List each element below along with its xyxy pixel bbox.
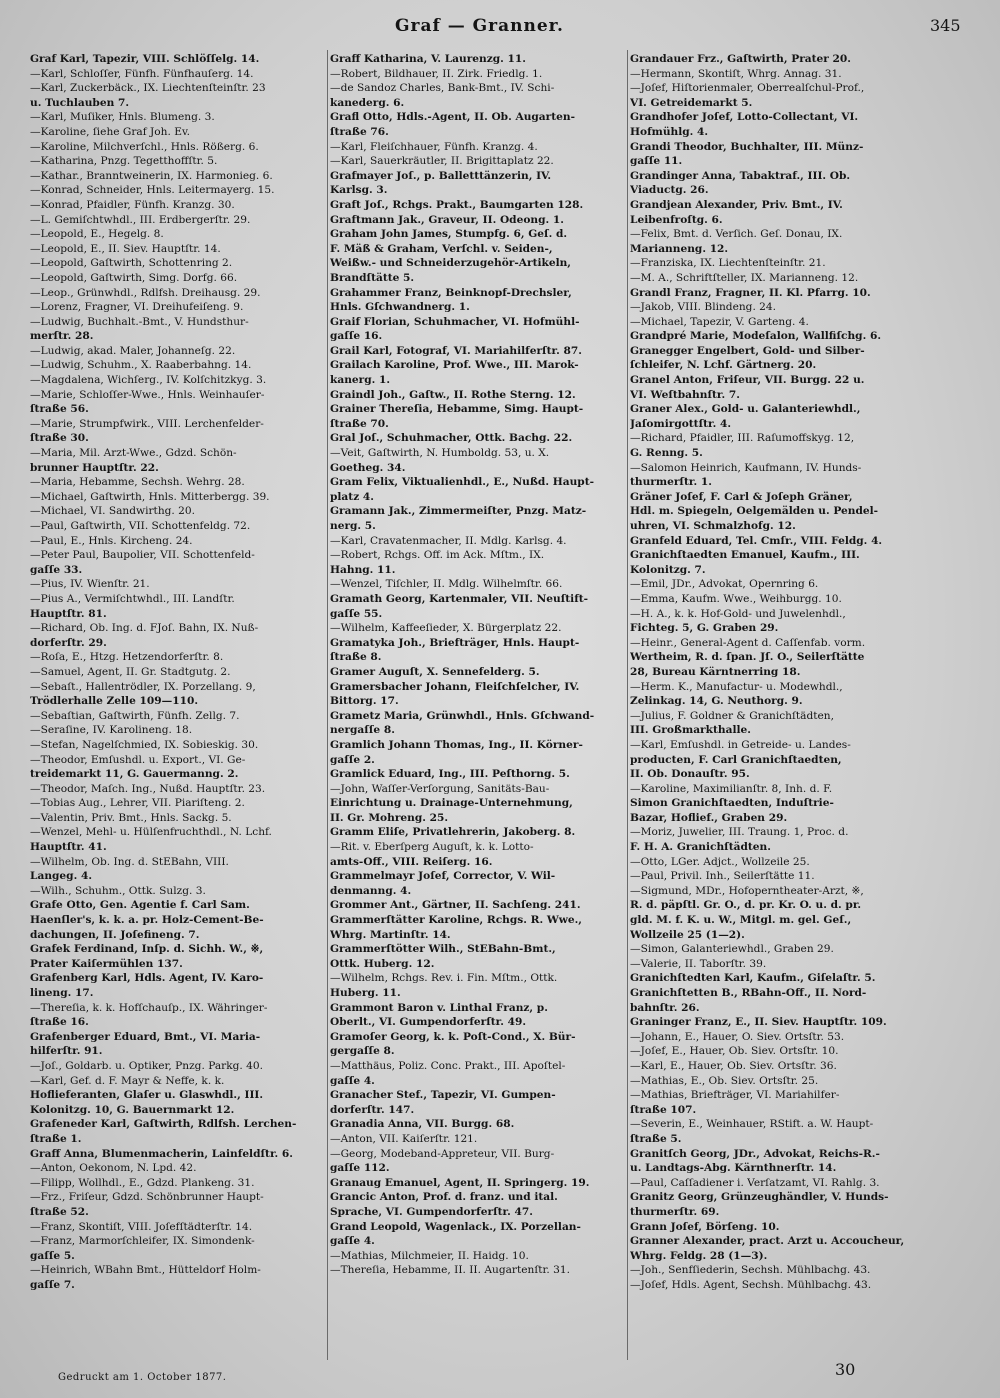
- directory-entry-line: —Thereſia, Hebamme, II. II. Augartenſtr. 31.: [330, 1264, 570, 1277]
- directory-entry-line: Hdl. m. Spiegeln, Oelgemälden u. Pendel-: [630, 505, 879, 518]
- directory-entry-line: Leibenfroſtg. 6.: [630, 213, 723, 226]
- directory-entry-line: II. Ob. Donauſtr. 95.: [630, 768, 750, 781]
- directory-entry-line: kanederg. 6.: [330, 96, 405, 109]
- directory-entry-line: Granel Anton, Friſeur, VII. Burgg. 22 u.: [630, 374, 865, 387]
- directory-entry-line: u. Landtags-Abg. Kärnthnerſtr. 14.: [630, 1162, 837, 1175]
- directory-entry-line: Granadia Anna, VII. Burgg. 68.: [330, 1118, 515, 1131]
- directory-entry-line: —Franz, Marmorſchleifer, IX. Simondenk-: [30, 1235, 255, 1248]
- directory-entry-line: Grandjean Alexander, Priv. Bmt., IV.: [630, 198, 843, 211]
- directory-entry-line: Grailach Karoline, Prof. Wwe., III. Marok-: [330, 359, 579, 372]
- directory-entry-line: Gramersbacher Johann, Fleiſchſelcher, IV.: [330, 680, 580, 693]
- directory-entry-line: —Leop., Grünwhdl., Rdlfsh. Dreihausg. 29.: [30, 286, 261, 299]
- directory-entry-line: platz 4.: [330, 490, 374, 503]
- directory-entry-line: —Michael, Gaſtwirth, Hnls. Mitterbergg. 39.: [30, 490, 270, 503]
- directory-entry-line: Hauptſtr. 81.: [30, 607, 107, 620]
- column-1: [30, 52, 326, 1292]
- directory-entry-line: —Moriz, Juwelier, III. Traung. 1, Proc. d.: [630, 826, 849, 839]
- directory-entry-line: ſtraße 16.: [30, 1016, 89, 1029]
- directory-entry-line: Whrg. Feldg. 28 (1—3).: [630, 1249, 768, 1262]
- directory-entry-line: Gramann Jak., Zimmermeiſter, Pnzg. Matz-: [330, 505, 587, 518]
- directory-entry-line: kanerg. 1.: [330, 374, 391, 387]
- directory-entry-line: —L. Gemiſchtwhdl., III. Erdbergerſtr. 29.: [30, 213, 251, 226]
- directory-entry-line: Grahammer Franz, Beinknopf-Drechsler,: [330, 286, 572, 299]
- directory-entry-line: Ottk. Huberg. 12.: [330, 957, 435, 970]
- directory-entry-line: —Leopold, Gaſtwirth, Simg. Dorfg. 66.: [30, 271, 238, 284]
- directory-entry-line: —Julius, F. Goldner & Granichſtädten,: [630, 709, 835, 722]
- directory-entry-line: Grammerſtätter Karoline, Rchgs. R. Wwe.,: [330, 914, 582, 927]
- directory-entry-line: —Kathar., Branntweinerin, IX. Harmonieg. 6.: [30, 169, 273, 182]
- column-2: [330, 52, 626, 1278]
- directory-entry-line: merſtr. 28.: [30, 330, 94, 343]
- directory-entry-line: nerg. 5.: [330, 520, 376, 532]
- directory-entry-line: 28, Bureau Kärntnerring 18.: [630, 665, 801, 678]
- directory-entry-line: Grafenberg Karl, Hdls. Agent, IV. Karo-: [30, 972, 264, 985]
- directory-entry-line: —Ludwig, Buchhalt.-Bmt., V. Hundsthur-: [30, 315, 249, 328]
- directory-entry-line: Grail Karl, Fotograf, VI. Mariahilferſtr. 87.: [330, 344, 582, 357]
- directory-entry-line: —M. A., Schriftſteller, IX. Marianneng. 12.: [630, 271, 859, 284]
- directory-entry-line: VI. Weſtbahnſtr. 7.: [630, 388, 740, 401]
- directory-entry-line: —Paul, Caſſadiener i. Verſatzamt, VI. Rahlg. 3.: [630, 1176, 880, 1189]
- directory-entry-line: —Karl, Gef. d. F. Mayr & Neffe, k. k.: [30, 1074, 225, 1087]
- directory-entry-line: gaſſe 2.: [330, 753, 375, 766]
- directory-entry-line: Brandſtätte 5.: [330, 271, 415, 284]
- directory-entry-line: —Katharina, Pnzg. Tegetthoffſtr. 5.: [30, 155, 218, 168]
- directory-entry-line: —Paul, E., Hnls. Kircheng. 24.: [30, 534, 193, 547]
- directory-entry-line: Graftmann Jak., Graveur, II. Odeong. 1.: [330, 213, 564, 226]
- column-divider: [627, 50, 628, 1360]
- directory-entry-line: Gramm Eliſe, Privatlehrerin, Jakoberg. 8.: [330, 826, 576, 839]
- directory-entry-line: —Seraſine, IV. Karolineng. 18.: [30, 724, 193, 737]
- directory-entry-line: —Franziska, IX. Liechtenſteinſtr. 21.: [630, 257, 826, 270]
- directory-entry-line: Huberg. 11.: [330, 987, 401, 999]
- directory-entry-line: Grammont Baron v. Linthal Franz, p.: [330, 1001, 548, 1014]
- directory-entry-line: gaſſe 4.: [330, 1235, 375, 1248]
- directory-entry-line: —Johann, E., Hauer, O. Siev. Ortsſtr. 53.: [630, 1030, 845, 1043]
- directory-entry-line: uhren, VI. Schmalzhofg. 12.: [630, 520, 796, 532]
- directory-entry-line: gld. M. f. K. u. W., Mitgl. m. gel. Geſ.,: [630, 914, 852, 927]
- directory-entry-line: —Theodor, Maſch. Ing., Nußd. Hauptſtr. 23.: [30, 782, 266, 795]
- directory-entry-line: —Magdalena, Wichſerg., IV. Kolſchitzkyg. 3.: [30, 374, 267, 387]
- directory-entry-line: —Karl, Fleiſchhauer, Fünfh. Kranzg. 4.: [330, 140, 538, 153]
- directory-entry-line: Gramlick Eduard, Ing., III. Peſthorng. 5.: [330, 768, 570, 781]
- directory-entry-line: —Georg, Modeband-Appreteur, VII. Burg-: [330, 1147, 555, 1160]
- directory-entry-line: ſtraße 5.: [630, 1132, 682, 1145]
- directory-entry-line: —Theodor, Emſushdl. u. Export., VI. Ge-: [30, 753, 246, 766]
- directory-entry-line: Jaſomirgottſtr. 4.: [630, 417, 732, 430]
- directory-entry-line: —Karl, Cravatenmacher, II. Mdlg. Karlsg. 4.: [330, 534, 567, 547]
- directory-entry-line: gaſſe 112.: [330, 1162, 390, 1175]
- directory-entry-line: Gramoſer Georg, k. k. Poſt-Cond., X. Bür-: [330, 1030, 576, 1043]
- directory-entry-line: —Peter Paul, Baupolier, VII. Schottenfeld-: [30, 549, 255, 562]
- directory-entry-line: F. H. A. Granichſtädten.: [630, 841, 771, 854]
- directory-entry-line: —Joſef, E., Hauer, Ob. Siev. Ortsſtr. 10.: [630, 1045, 839, 1058]
- directory-entry-line: Wollzeile 25 (1—2).: [630, 928, 745, 941]
- directory-entry-line: VI. Getreidemarkt 5.: [630, 96, 753, 109]
- directory-entry-line: —Paul, Privil. Inh., Seilerſtätte 11.: [630, 870, 815, 883]
- directory-entry-line: Marianneng. 12.: [630, 242, 729, 255]
- directory-entry-line: —Pius A., Vermiſchtwhdl., III. Landſtr.: [30, 592, 235, 605]
- directory-entry-line: gaſſe 16.: [330, 330, 383, 343]
- directory-entry-line: Grafek Ferdinand, Inſp. d. Sichh. W., ※,: [30, 943, 264, 956]
- directory-entry-line: —Hermann, Skontiſt, Whrg. Annag. 31.: [630, 67, 842, 80]
- directory-entry-line: Graf Karl, Tapezir, VIII. Schlöſſelg. 14.: [30, 53, 260, 65]
- directory-entry-line: —Pius, IV. Wienſtr. 21.: [30, 578, 150, 591]
- directory-entry-line: Granichſtaedten Emanuel, Kaufm., III.: [630, 549, 860, 562]
- directory-entry-line: Grandinger Anna, Tabaktraf., III. Ob.: [630, 169, 851, 182]
- directory-entry-line: treidemarkt 11, G. Gauermanng. 2.: [30, 768, 239, 781]
- directory-entry-line: Graff Katharina, V. Laurenzg. 11.: [330, 53, 526, 65]
- directory-entry-line: Graff Anna, Blumenmacherin, Lainfeldſtr. 6.: [30, 1147, 293, 1160]
- directory-entry-line: Bittorg. 17.: [330, 695, 399, 708]
- directory-entry-line: Graif Florian, Schuhmacher, VI. Hofmühl-: [330, 315, 580, 328]
- directory-entry-line: —Marie, Schloſſer-Wwe., Hnls. Weinhauſer-: [30, 388, 265, 401]
- directory-entry-line: Karlsg. 3.: [330, 184, 388, 197]
- directory-entry-line: Langeg. 4.: [30, 870, 93, 883]
- directory-entry-line: —Salomon Heinrich, Kaufmann, IV. Hunds-: [630, 461, 862, 474]
- directory-entry-line: —Valentin, Priv. Bmt., Hnls. Sackg. 5.: [30, 811, 232, 824]
- directory-entry-line: —Ludwig, akad. Maler, Johanneſg. 22.: [30, 344, 236, 357]
- directory-entry-line: Graft Joſ., Rchgs. Prakt., Baumgarten 128.: [330, 198, 584, 211]
- directory-entry-line: —Anton, VII. Kaiſerſtr. 121.: [330, 1132, 478, 1145]
- directory-entry-line: Bazar, Hoflief., Graben 29.: [630, 811, 788, 824]
- directory-entry-line: Kolonitzg. 10, G. Bauernmarkt 12.: [30, 1103, 235, 1116]
- directory-entry-line: u. Tuchlauben 7.: [30, 96, 130, 109]
- directory-entry-line: Haenſler's, k. k. a. pr. Holz-Cement-Be-: [30, 914, 264, 927]
- directory-entry-line: —Mathias, E., Ob. Siev. Ortsſtr. 25.: [630, 1074, 819, 1087]
- directory-entry-line: F. Mäß & Graham, Verſchl. v. Seiden-,: [330, 242, 553, 255]
- directory-entry-line: Granner Alexander, pract. Arzt u. Accoucheur,: [630, 1235, 905, 1248]
- directory-entry-line: —Richard, Ob. Ing. d. FJoſ. Bahn, IX. Nuß-: [30, 622, 259, 635]
- directory-entry-line: Grandpré Marie, Modeſalon, Wallfiſchg. 6.: [630, 330, 882, 343]
- directory-entry-line: —Veit, Gaſtwirth, N. Humboldg. 53, u. X.: [330, 447, 550, 460]
- directory-entry-line: Zelinkag. 14, G. Neuthorg. 9.: [630, 695, 803, 708]
- directory-entry-line: Trödlerhalle Zelle 109—110.: [30, 695, 199, 708]
- directory-entry-line: Graindl Joh., Gaſtw., II. Rothe Sterng. 12.: [330, 388, 576, 401]
- directory-entry-line: —Wilhelm, Ob. Ing. d. StEBahn, VIII.: [30, 855, 229, 868]
- directory-entry-line: Gram Felix, Viktualienhdl., E., Nußd. Haupt-: [330, 476, 594, 489]
- directory-entry-line: —Joſ., Goldarb. u. Optiker, Pnzg. Parkg. 40.: [30, 1059, 264, 1072]
- directory-entry-line: Goetheg. 34.: [330, 461, 406, 474]
- directory-entry-line: Grainer Thereſia, Hebamme, Simg. Haupt-: [330, 403, 584, 416]
- directory-entry-line: Grandhofer Joſef, Lotto-Collectant, VI.: [630, 111, 859, 124]
- column-3: [630, 52, 930, 1292]
- directory-entry-line: —Thereſia, k. k. Hofſchauſp., IX. Währinger-: [30, 1001, 268, 1014]
- directory-entry-line: —Valerie, II. Taborſtr. 39.: [630, 957, 767, 970]
- directory-entry-line: —Maria, Mil. Arzt-Wwe., Gdzd. Schön-: [30, 447, 237, 460]
- directory-entry-line: Grann Joſef, Börſeng. 10.: [630, 1220, 780, 1233]
- page-header: [0, 14, 1000, 44]
- directory-entry-line: Kolonitzg. 7.: [630, 563, 706, 576]
- directory-entry-line: —Karoline, ſiehe Graf Joh. Ev.: [30, 125, 191, 138]
- directory-entry-line: Granitz Georg, Grünzeughändler, V. Hunds-: [630, 1191, 889, 1204]
- directory-entry-line: Hahng. 11.: [330, 563, 396, 576]
- directory-entry-line: Grafl Otto, Hdls.-Agent, II. Ob. Augarten-: [330, 111, 575, 124]
- directory-entry-line: producten, F. Carl Granichſtaedten,: [630, 753, 842, 766]
- directory-entry-line: Gramatyka Joh., Briefträger, Hnls. Haupt-: [330, 636, 580, 649]
- directory-entry-line: —H. A., k. k. Hof-Gold- und Juwelenhdl.,: [630, 607, 846, 620]
- directory-entry-line: dachungen, II. Joſefineng. 7.: [30, 928, 200, 941]
- directory-entry-line: —Karl, Sauerkräutler, II. Brigittaplatz 22.: [330, 155, 554, 168]
- directory-entry-line: —Heinrich, WBahn Bmt., Hütteldorf Holm-: [30, 1264, 261, 1277]
- directory-entry-line: —John, Waſſer-Verſorgung, Sanitäts-Bau-: [330, 782, 550, 795]
- directory-entry-line: gergaſſe 8.: [330, 1045, 395, 1058]
- sheet-number: 30: [835, 1360, 856, 1379]
- directory-entry-line: —Mathias, Milchmeier, II. Haidg. 10.: [330, 1249, 529, 1262]
- directory-entry-line: thurmerſtr. 1.: [630, 476, 712, 489]
- directory-entry-line: —Joh., Senfſiederin, Sechsh. Mühlbachg. 43.: [630, 1264, 871, 1277]
- directory-entry-line: —Robert, Rchgs. Off. im Ack. Mſtm., IX.: [330, 549, 545, 562]
- directory-entry-line: Hnls. Gſchwandnerg. 1.: [330, 301, 470, 314]
- directory-entry-line: Grafe Otto, Gen. Agentie f. Carl Sam.: [30, 899, 250, 912]
- directory-entry-line: —Stefan, Nagelſchmied, IX. Sobieskig. 30.: [30, 738, 259, 751]
- directory-entry-line: ſtraße 30.: [30, 432, 89, 445]
- directory-entry-line: —Paul, Gaſtwirth, VII. Schottenfeldg. 72.: [30, 520, 251, 532]
- directory-entry-line: Granichſtedten Karl, Kaufm., Giſelaſtr. 5.: [630, 972, 876, 985]
- directory-entry-line: —Otto, LGer. Adjct., Wollzeile 25.: [630, 855, 810, 868]
- directory-entry-line: —Matthäus, Poliz. Conc. Prakt., III. Apoſtel-: [330, 1059, 566, 1072]
- directory-entry-line: —Karl, Zuckerbäck., IX. Liechtenſteinſtr. 23: [30, 82, 266, 95]
- directory-entry-line: —Simon, Galanteriewhdl., Graben 29.: [630, 943, 834, 956]
- directory-entry-line: —Karoline, Maximilianſtr. 8, Inh. d. F.: [630, 782, 833, 795]
- directory-entry-line: Simon Granichſtaedten, Induſtrie-: [630, 797, 834, 810]
- directory-entry-line: Hofmühlg. 4.: [630, 125, 709, 138]
- directory-entry-line: bahnſtr. 26.: [630, 1001, 700, 1014]
- directory-entry-line: Grandi Theodor, Buchhalter, III. Münz-: [630, 140, 864, 153]
- directory-entry-line: gaſſe 7.: [30, 1278, 75, 1291]
- directory-entry-line: gaſſe 33.: [30, 563, 83, 576]
- directory-entry-line: Prater Kaiſermühlen 137.: [30, 957, 183, 970]
- directory-entry-line: —Herm. K., Manufactur- u. Modewhdl.,: [630, 680, 843, 693]
- directory-entry-line: hilferſtr. 91.: [30, 1045, 103, 1058]
- directory-entry-line: Granitſch Georg, JDr., Advokat, Reichs-R.-: [630, 1147, 880, 1160]
- directory-entry-line: Grand Leopold, Wagenlack., IX. Porzellan-: [330, 1220, 581, 1233]
- directory-entry-line: Whrg. Martinſtr. 14.: [330, 928, 451, 941]
- directory-entry-line: ſtraße 1.: [30, 1132, 82, 1145]
- directory-entry-line: —Robert, Bildhauer, II. Zirk. Friedlg. 1.: [330, 67, 543, 80]
- directory-entry-line: Gramer Auguſt, X. Sennefelderg. 5.: [330, 665, 540, 678]
- directory-entry-line: Sprache, VI. Gumpendorferſtr. 47.: [330, 1205, 533, 1218]
- directory-entry-line: Grandauer Frz., Gaſtwirth, Prater 20.: [630, 53, 851, 65]
- directory-entry-line: Hauptſtr. 41.: [30, 841, 107, 854]
- directory-entry-line: Gräner Joſef, F. Carl & Joſeph Gräner,: [630, 490, 853, 503]
- directory-entry-line: amts-Off., VIII. Reiſerg. 16.: [330, 855, 493, 868]
- directory-entry-line: —Emil, JDr., Advokat, Opernring 6.: [630, 578, 819, 591]
- directory-entry-line: gaſſe 55.: [330, 607, 383, 620]
- directory-entry-line: Grafenberger Eduard, Bmt., VI. Maria-: [30, 1030, 261, 1043]
- directory-entry-line: Grandl Franz, Fragner, II. Kl. Pfarrg. 10.: [630, 286, 871, 299]
- directory-entry-line: Granichſtetten B., RBahn-Off., II. Nord-: [630, 987, 867, 999]
- page-title: Graf — Granner.: [395, 16, 564, 36]
- directory-entry-line: —Joſef, Hiſtorienmaler, Oberrealſchul-Prof.,: [630, 82, 865, 95]
- directory-entry-line: —Anton, Oekonom, N. Lpd. 42.: [30, 1162, 197, 1175]
- directory-entry-line: —Richard, Pfaidler, III. Raſumoffskyg. 12,: [630, 432, 855, 445]
- directory-entry-line: —Konrad, Pfaidler, Fünfh. Kranzg. 30.: [30, 198, 235, 211]
- directory-entry-line: —Sebaſtian, Gaſtwirth, Fünfh. Zellg. 7.: [30, 709, 240, 722]
- directory-entry-line: —Karl, Schloſſer, Fünfh. Fünfhauſerg. 14.: [30, 67, 254, 80]
- directory-entry-line: —Frz., Friſeur, Gdzd. Schönbrunner Haupt-: [30, 1191, 264, 1204]
- directory-entry-line: Grametz Maria, Grünwhdl., Hnls. Gſchwand-: [330, 709, 595, 722]
- directory-entry-line: —Roſa, E., Htzg. Hetzendorferſtr. 8.: [30, 651, 224, 664]
- directory-entry-line: Wertheim, R. d. ſpan. Jſ. O., Seilerſtätte: [630, 651, 865, 664]
- directory-entry-line: —Wilh., Schuhm., Ottk. Sulzg. 3.: [30, 884, 206, 897]
- directory-entry-line: dorferſtr. 29.: [30, 636, 107, 649]
- directory-entry-line: brunner Hauptſtr. 22.: [30, 461, 159, 474]
- directory-entry-line: —Rit. v. Eberſperg Auguſt, k. k. Lotto-: [330, 841, 534, 854]
- directory-entry-line: —Michael, VI. Sandwirthg. 20.: [30, 505, 196, 518]
- directory-entry-line: —Wilhelm, Kaffeeſieder, X. Bürgerplatz 22.: [330, 622, 562, 635]
- directory-entry-line: Granacher Stef., Tapezir, VI. Gumpen-: [330, 1089, 556, 1102]
- directory-entry-line: —Emma, Kaufm. Wwe., Weihburgg. 10.: [630, 592, 842, 605]
- directory-entry-line: —Leopold, E., Hegelg. 8.: [30, 228, 164, 241]
- directory-entry-line: Granegger Engelbert, Gold- und Silber-: [630, 344, 865, 357]
- directory-entry-line: lineng. 17.: [30, 987, 94, 999]
- directory-entry-line: Graner Alex., Gold- u. Galanteriewhdl.,: [630, 403, 861, 416]
- directory-entry-line: —Mathias, Briefträger, VI. Mariahilfer-: [630, 1089, 840, 1102]
- directory-entry-line: —Maria, Hebamme, Sechsh. Wehrg. 28.: [30, 476, 245, 489]
- directory-entry-line: —Franz, Skontiſt, VIII. Joſefſtädterſtr. 14.: [30, 1220, 253, 1233]
- directory-entry-line: —Felix, Bmt. d. Verſich. Geſ. Donau, IX.: [630, 228, 843, 241]
- page-number: 345: [930, 16, 961, 35]
- column-divider: [327, 50, 328, 1360]
- directory-entry-line: denmanng. 4.: [330, 884, 412, 897]
- directory-entry-line: R. d. päpſtl. Gr. O., d. pr. Kr. O. u. d. pr.: [630, 899, 862, 912]
- directory-entry-line: —de Sandoz Charles, Bank-Bmt., IV. Schi-: [330, 82, 555, 95]
- directory-entry-line: Granfeld Eduard, Tel. Cmſr., VIII. Feldg. 4.: [630, 534, 883, 547]
- directory-entry-line: —Karl, Muſiker, Hnls. Blumeng. 3.: [30, 111, 215, 124]
- directory-entry-line: Einrichtung u. Drainage-Unternehmung,: [330, 797, 573, 810]
- directory-entry-line: —Tobias Aug., Lehrer, VII. Piariſteng. 2.: [30, 797, 245, 810]
- directory-entry-line: —Sebaſt., Hallentrödler, IX. Porzellang. 9,: [30, 680, 256, 693]
- directory-entry-line: —Leopold, E., II. Siev. Hauptſtr. 14.: [30, 242, 221, 255]
- directory-entry-line: —Filipp, Wollhdl., E., Gdzd. Plankeng. 31.: [30, 1176, 255, 1189]
- directory-entry-line: ſtraße 56.: [30, 403, 89, 416]
- directory-entry-line: Grafmayer Joſ., p. Balletttänzerin, IV.: [330, 169, 552, 182]
- directory-entry-line: gaſſe 4.: [330, 1074, 375, 1087]
- directory-entry-line: ſchleifer, N. Lchf. Gärtnerg. 20.: [630, 359, 817, 372]
- directory-entry-line: —Karl, Emſushdl. in Getreide- u. Landes-: [630, 738, 851, 751]
- directory-entry-line: Gral Joſ., Schuhmacher, Ottk. Bachg. 22.: [330, 432, 573, 445]
- directory-entry-line: Gramath Georg, Kartenmaler, VII. Neuſtift-: [330, 592, 589, 605]
- directory-entry-line: Graninger Franz, E., II. Siev. Hauptſtr. 109.: [630, 1016, 887, 1029]
- directory-entry-line: —Joſef, Hdls. Agent, Sechsh. Mühlbachg. 43.: [630, 1278, 872, 1291]
- print-date-note: Gedruckt am 1. October 1877.: [58, 1372, 227, 1383]
- directory-entry-line: Grommer Ant., Gärtner, II. Sachſeng. 241.: [330, 899, 581, 912]
- directory-entry-line: thurmerſtr. 69.: [630, 1205, 720, 1218]
- directory-entry-line: Grammelmayr Joſef, Corrector, V. Wil-: [330, 870, 556, 883]
- directory-entry-line: gaſſe 11.: [630, 155, 683, 168]
- directory-entry-line: —Marie, Strumpfwirk., VIII. Lerchenfelder-: [30, 417, 264, 430]
- directory-entry-line: —Sigmund, MDr., Hofoperntheater-Arzt, ※,: [630, 884, 864, 897]
- directory-entry-line: Hoflieferanten, Glaſer u. Glaswhdl., III.: [30, 1089, 264, 1102]
- directory-entry-line: ſtraße 107.: [630, 1103, 697, 1116]
- directory-entry-line: —Konrad, Schneider, Hnls. Leitermayerg. 15.: [30, 184, 275, 197]
- directory-entry-line: —Wenzel, Tiſchler, II. Mdlg. Wilhelmſtr. 66.: [330, 578, 563, 591]
- directory-entry-line: dorferſtr. 147.: [330, 1103, 415, 1116]
- directory-entry-line: III. Großmarkthalle.: [630, 724, 751, 737]
- directory-entry-line: —Karoline, Milchverſchl., Hnls. Rößerg. 6.: [30, 140, 259, 153]
- directory-entry-line: —Leopold, Gaſtwirth, Schottenring 2.: [30, 257, 233, 270]
- directory-entry-line: Grancic Anton, Prof. d. franz. und ital.: [330, 1191, 558, 1204]
- directory-entry-line: —Heinr., General-Agent d. Caſſenfab. vorm.: [630, 636, 866, 649]
- directory-entry-line: Grammerſtötter Wilh., StEBahn-Bmt.,: [330, 943, 556, 956]
- directory-entry-line: Viaductg. 26.: [630, 184, 709, 197]
- directory-entry-line: Weißw.- und Schneiderzugehör-Artikeln,: [330, 257, 571, 270]
- directory-entry-line: —Wenzel, Mehl- u. Hülſenfruchthdl., N. Lchf.: [30, 826, 272, 839]
- directory-entry-line: Graham John James, Stumpfg. 6, Geſ. d.: [330, 228, 568, 241]
- directory-entry-line: —Wilhelm, Rchgs. Rev. i. Fin. Mſtm., Ottk.: [330, 972, 558, 985]
- directory-entry-line: Grafeneder Karl, Gaſtwirth, Rdlfsh. Lerchen-: [30, 1118, 297, 1131]
- directory-entry-line: —Jakob, VIII. Blindeng. 24.: [630, 301, 777, 314]
- directory-entry-line: nergaſſe 8.: [330, 724, 395, 737]
- directory-entry-line: —Michael, Tapezir, V. Garteng. 4.: [630, 315, 809, 328]
- directory-entry-line: —Lorenz, Fragner, VI. Dreihufeiſeng. 9.: [30, 301, 244, 314]
- directory-entry-line: —Severin, E., Weinhauer, RStift. a. W. Haupt-: [630, 1118, 874, 1131]
- directory-entry-line: Granaug Emanuel, Agent, II. Springerg. 19.: [330, 1176, 590, 1189]
- directory-entry-line: —Samuel, Agent, II. Gr. Stadtgutg. 2.: [30, 665, 231, 678]
- directory-entry-line: ſtraße 8.: [330, 651, 382, 664]
- directory-entry-line: Gramlich Johann Thomas, Ing., II. Körner-: [330, 738, 583, 751]
- directory-entry-line: Oberlt., VI. Gumpendorferſtr. 49.: [330, 1016, 527, 1029]
- directory-entry-line: ſtraße 70.: [330, 417, 389, 430]
- directory-entry-line: G. Renng. 5.: [630, 447, 703, 460]
- directory-entry-line: ſtraße 52.: [30, 1205, 89, 1218]
- directory-entry-line: —Karl, E., Hauer, Ob. Siev. Ortsſtr. 36.: [630, 1059, 837, 1072]
- directory-entry-line: —Ludwig, Schuhm., X. Raaberbahng. 14.: [30, 359, 252, 372]
- directory-entry-line: gaſſe 5.: [30, 1249, 75, 1262]
- directory-entry-line: II. Gr. Mohreng. 25.: [330, 811, 449, 824]
- directory-entry-line: Fichteg. 5, G. Graben 29.: [630, 622, 779, 635]
- directory-entry-line: ſtraße 76.: [330, 125, 389, 138]
